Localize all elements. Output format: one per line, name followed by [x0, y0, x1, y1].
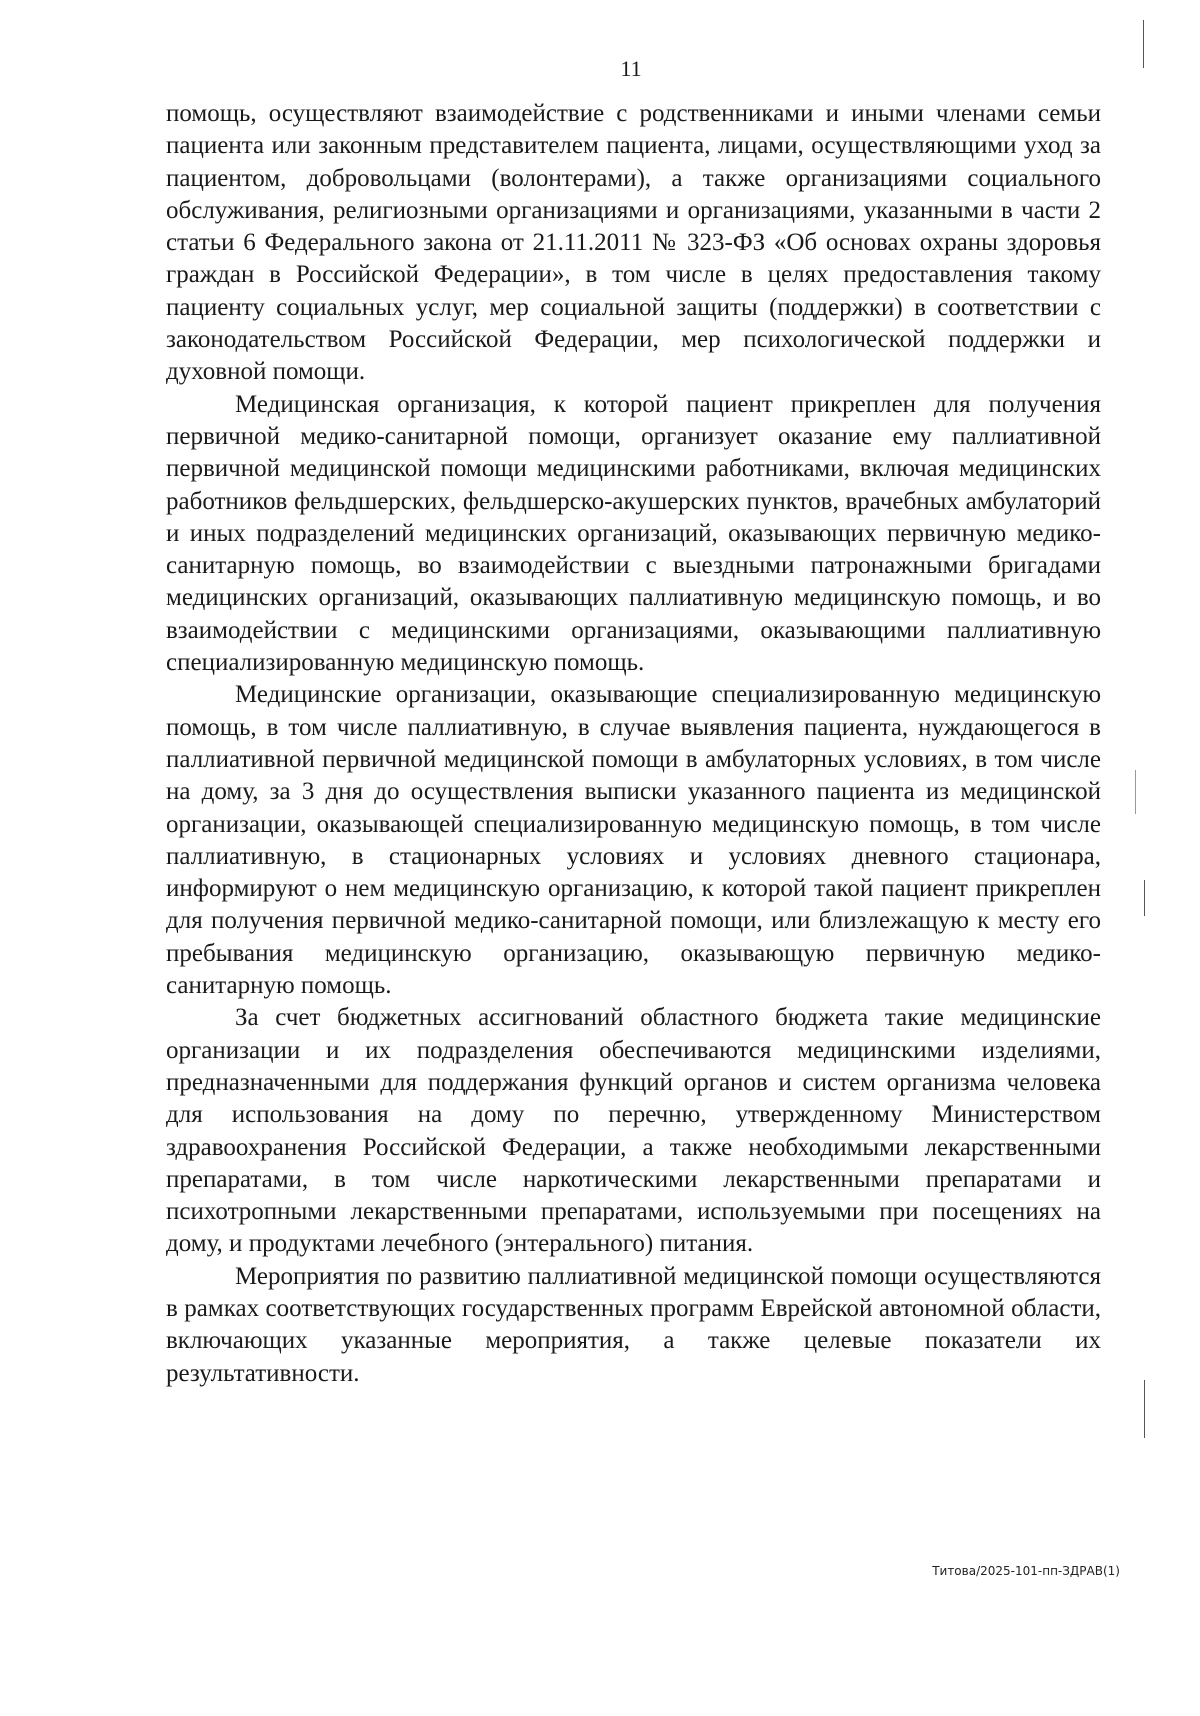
- document-body: [166, 98, 1101, 1390]
- scan-margin-mark: [1144, 1380, 1145, 1438]
- scan-margin-mark: [1143, 20, 1144, 68]
- paragraph-specialized-care: Медицинские организации, оказывающие специализированную медицинскую помощь, в том числе паллиативную, в случае выявления пациента, нуждающегося в паллиативной первичной медицинской помощи в амбулаторных условиях, в том числе на дому, за 3 дня до осуществления выписки указанного пациента из медицинской организации, оказывающей специализированную медицинскую помощь, в том числе паллиативную, в стационарных условиях и условиях дневного стационара, информируют о нем медицинскую организацию, к которой такой пациент прикреплен для получения первичной медико-санитарной помощи, или близлежащую к месту его пребывания медицинскую организацию, оказывающую первичную медико-санитарную помощь.: [166, 681, 1101, 1000]
- page-number: 11: [620, 56, 642, 81]
- paragraph-primary-care: Медицинская организация, к которой пациент прикреплен для получения первичной медико-санитарной помощи, организует оказание ему паллиативной первичной медицинской помощи медицинскими работниками, включая медицинских работников фельдшерских, фельдшерско-акушерских пунктов, врачебных амбулаторий и иных подразделений медицинских организаций, оказывающих первичную медико-санитарную помощь, во взаимодействии с выездными патронажными бригадами медицинских организаций, оказывающих паллиативную медицинскую помощь, и во взаимодействии с медицинскими организациями, оказывающими паллиативную специализированную медицинскую помощь.: [166, 390, 1101, 677]
- paragraph-continuation: помощь, осуществляют взаимодействие с родственниками и иными членами семьи пациента или законным представителем пациента, лицами, осуществляющими уход за пациентом, добровольцами (волонтерами), а также организациями социального обслуживания, религиозными организациями и организациями, указанными в части 2 статьи 6 Федерального закона от 21.11.2011 № 323-ФЗ «Об основах охраны здоровья граждан в Российской Федерации», в том числе в целях предоставления такому пациенту социальных услуг, мер социальной защиты (поддержки) в соответствии с законодательством Российской Федерации, мер психологической поддержки и духовной помощи.: [166, 100, 1101, 386]
- document-code: Титова/2025-101-пп-ЗДРАВ(1): [932, 1564, 1120, 1578]
- paragraph-development-measures: Мероприятия по развитию паллиативной медицинской помощи осуществляются в рамках соответствующих государственных программ Еврейской автономной области, включающих указанные мероприятия, а также целевые показатели их результативности.: [166, 1262, 1101, 1387]
- paragraph-budget-funding: За счет бюджетных ассигнований областного бюджета такие медицинские организации и их подразделения обеспечиваются медицинскими изделиями, предназначенными для поддержания функций органов и систем организма человека для использования на дому по перечню, утвержденному Министерством здравоохранения Российской Федерации, а также необходимыми лекарственными препаратами, в том числе наркотическими лекарственными препаратами и психотропными лекарственными препаратами, используемыми при посещениях на дому, и продуктами лечебного (энтерального) питания.: [166, 1004, 1101, 1258]
- scan-margin-mark: [1135, 770, 1136, 814]
- scan-margin-mark: [1144, 880, 1145, 916]
